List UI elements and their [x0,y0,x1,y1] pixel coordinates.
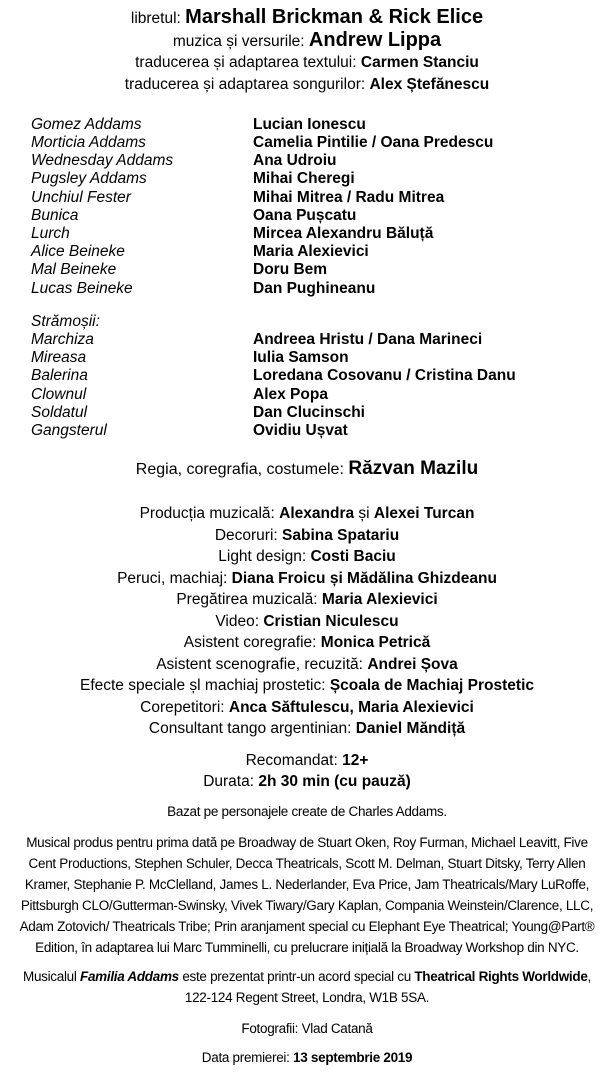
ancestors-heading: Strămoșii: [31,312,100,330]
credit-line-video [0,611,614,633]
role-name: Unchiul Fester [31,188,131,206]
cast-list-main [31,116,614,298]
credit-name: Anca Săftulescu, Maria Alexievici [228,698,474,716]
credit-label: Efecte speciale șl machiaj prostetic: [79,677,326,695]
credit-label: Consultant tango argentinian: [148,720,352,738]
credit-name: Carmen Stanciu [360,54,479,72]
credit-conjunction: și [358,505,370,523]
cast-row [31,367,614,385]
credit-line-libretto [0,7,614,30]
credit-line-set-design [0,525,614,547]
credit-label: libretul: [130,10,181,27]
credit-line-song-translation [0,74,614,96]
actor-name: Iulia Samson [253,349,349,367]
cast-row [31,280,614,298]
director-credit-line [0,457,614,482]
actor-name: Mircea Alexandru Băluță [253,225,434,243]
duration-value: 2h 30 min (cu pauză) [258,773,411,791]
role-name: Soldatul [31,403,88,421]
credit-label: Video: [215,612,260,630]
show-info [0,750,614,793]
photo-credit-name: Vlad Catană [301,1020,373,1036]
credit-line-musical-preparation [0,589,614,611]
credit-name: Alexandra [279,505,355,523]
duration-line [0,771,614,793]
role-name: Gomez Addams [31,115,142,133]
credit-name: Maria Alexievici [321,591,438,609]
actor-name: Ovidiu Ușvat [253,422,348,440]
actor-name: Doru Bem [253,261,328,279]
role-name: Pugsley Addams [31,170,147,188]
credit-label: Decoruri: [214,526,278,544]
credit-name: Diana Froicu și Mădălina Ghizdeanu [231,569,497,587]
credit-name: Andrei Șova [367,655,458,673]
credit-line-special-effects [0,675,614,697]
cast-row [31,207,614,225]
credit-label: muzica și versurile: [172,32,305,50]
role-name: Gangsterul [31,422,107,440]
broadway-production-note: Musical produs pentru prima dată pe Broadway de Stuart Oken, Roy Furman, Michael Leavitt, Five Cent Productions, Stephen Schuler, Decca Theatricals, Scott M. Delman, Stuart Ditsky, Terry Allen Kramer, Stephanie P. McClelland, James L. Nederlander, Eva Price, Jam Theatricals/Mary LuRoffe, Pittsburgh CLO/Gutterman-Swinsky, Vivek Tiwary/Gary Kaplan, Compania Weinstein/Clarence, LLC, Adam Zotovich/ Theatricals Tribe; Prin aranjament special cu Elephant Eye Theatrical; Young@Part® Edition, în adaptarea lui Marc Tumminelli, cu prelucrare inițială la Broadway Workshop din NYC. [19,834,595,955]
credit-line-wigs-makeup [0,568,614,590]
cast-list-ancestors [31,313,614,440]
based-on-note: Bazat pe personajele create de Charles Addams. [167,803,447,819]
credit-label: traducerea și adaptarea textului: [135,54,357,72]
credit-label: Corepetitori: [140,698,225,716]
duration-label: Durata: [203,773,255,791]
actor-name: Oana Pușcatu [253,206,357,224]
actor-name: Dan Clucinschi [253,403,365,421]
cast-row [31,189,614,207]
role-name: Wednesday Addams [31,152,174,170]
credit-name: Daniel Măndiță [355,720,466,738]
credit-name: Alex Ștefănescu [369,76,490,94]
credit-line-choreography-assistant [0,632,614,654]
rights-text: este prezentat printr-un acord special cu [182,968,411,984]
photo-credit-line [0,1018,614,1039]
actor-name: Andreea Hristu / Dana Marineci [253,331,483,349]
cast-row [31,422,614,440]
credit-name: Sabina Spatariu [282,526,400,544]
role-name: Balerina [31,367,88,385]
role-name: Marchiza [31,331,94,349]
actor-name: Camelia Pintilie / Oana Predescu [253,134,494,152]
credit-label: Asistent scenografie, recuzită: [156,655,363,673]
credit-label: Peruci, machiaj: [117,569,228,587]
credit-label: Producția muzicală: [139,505,275,523]
credit-line-musical-production [0,503,614,525]
recommendation-value: 12+ [342,751,369,769]
credit-label: Regia, coregrafia, costumele: [135,461,344,479]
credit-line-text-translation [0,52,614,74]
cast-row [31,386,614,404]
credit-line-tango-consultant [0,718,614,740]
cast-row [31,243,614,261]
credit-line-repetiteurs [0,697,614,719]
credit-name: Marshall Brickman & Rick Elice [185,6,484,28]
credit-line-music [0,30,614,53]
author-credits [0,7,614,96]
cast-row [31,349,614,367]
premiere-date-line [0,1047,614,1068]
credit-name: Școala de Machiaj Prostetic [329,677,534,695]
credit-label: Asistent coregrafie: [183,634,317,652]
credit-line-scenography-assistant [0,654,614,676]
role-name: Lurch [31,225,70,243]
actor-name: Lucian Ionescu [253,115,366,133]
cast-row [31,261,614,279]
credit-name: Andrew Lippa [308,28,442,51]
role-name: Clownul [31,385,87,403]
production-credits [0,503,614,740]
cast-row [31,170,614,188]
credit-name: Monica Petrică [320,634,431,652]
rights-text: Musicalul [23,968,77,984]
credit-name: Alexei Turcan [373,505,475,523]
rights-organization: Theatrical Rights Worldwide [414,968,588,984]
role-name: Mireasa [31,349,87,367]
cast-row [31,225,614,243]
role-name: Morticia Addams [31,134,146,152]
photo-credit-label: Fotografii: [241,1020,299,1036]
actor-name: Ana Udroiu [253,152,337,170]
role-name: Mal Beineke [31,261,117,279]
actor-name: Alex Popa [253,385,328,403]
show-title: Familia Addams [80,968,179,984]
cast-row [31,116,614,134]
role-name: Lucas Beineke [31,279,133,297]
cast-row [31,404,614,422]
actor-name: Mihai Mitrea / Radu Mitrea [253,188,445,206]
actor-name: Mihai Cheregi [253,170,355,188]
rights-note [0,966,614,1008]
credit-label: Light design: [218,548,307,566]
role-name: Bunica [31,206,79,224]
cast-row [31,134,614,152]
recommendation-line [0,750,614,772]
credit-name: Costi Baciu [310,548,396,566]
credit-label: traducerea și adaptarea songurilor: [124,76,366,94]
actor-name: Loredana Cosovanu / Cristina Danu [253,367,516,385]
rights-address: , 122-124 Regent Street, Londra, W1B 5SA. [184,968,591,1005]
credit-line-light-design [0,546,614,568]
actor-name: Maria Alexievici [253,243,369,261]
credit-label: Pregătirea muzicală: [176,591,318,609]
recommendation-label: Recomandat: [245,751,338,769]
cast-row [31,331,614,349]
premiere-date: 13 septembrie 2019 [293,1049,413,1065]
credit-name: Răzvan Mazilu [348,458,479,480]
role-name: Alice Beineke [31,243,125,261]
cast-row [31,152,614,170]
actor-name: Dan Pughineanu [253,279,376,297]
credit-name: Cristian Niculescu [263,612,399,630]
premiere-label: Data premierei: [201,1049,290,1065]
